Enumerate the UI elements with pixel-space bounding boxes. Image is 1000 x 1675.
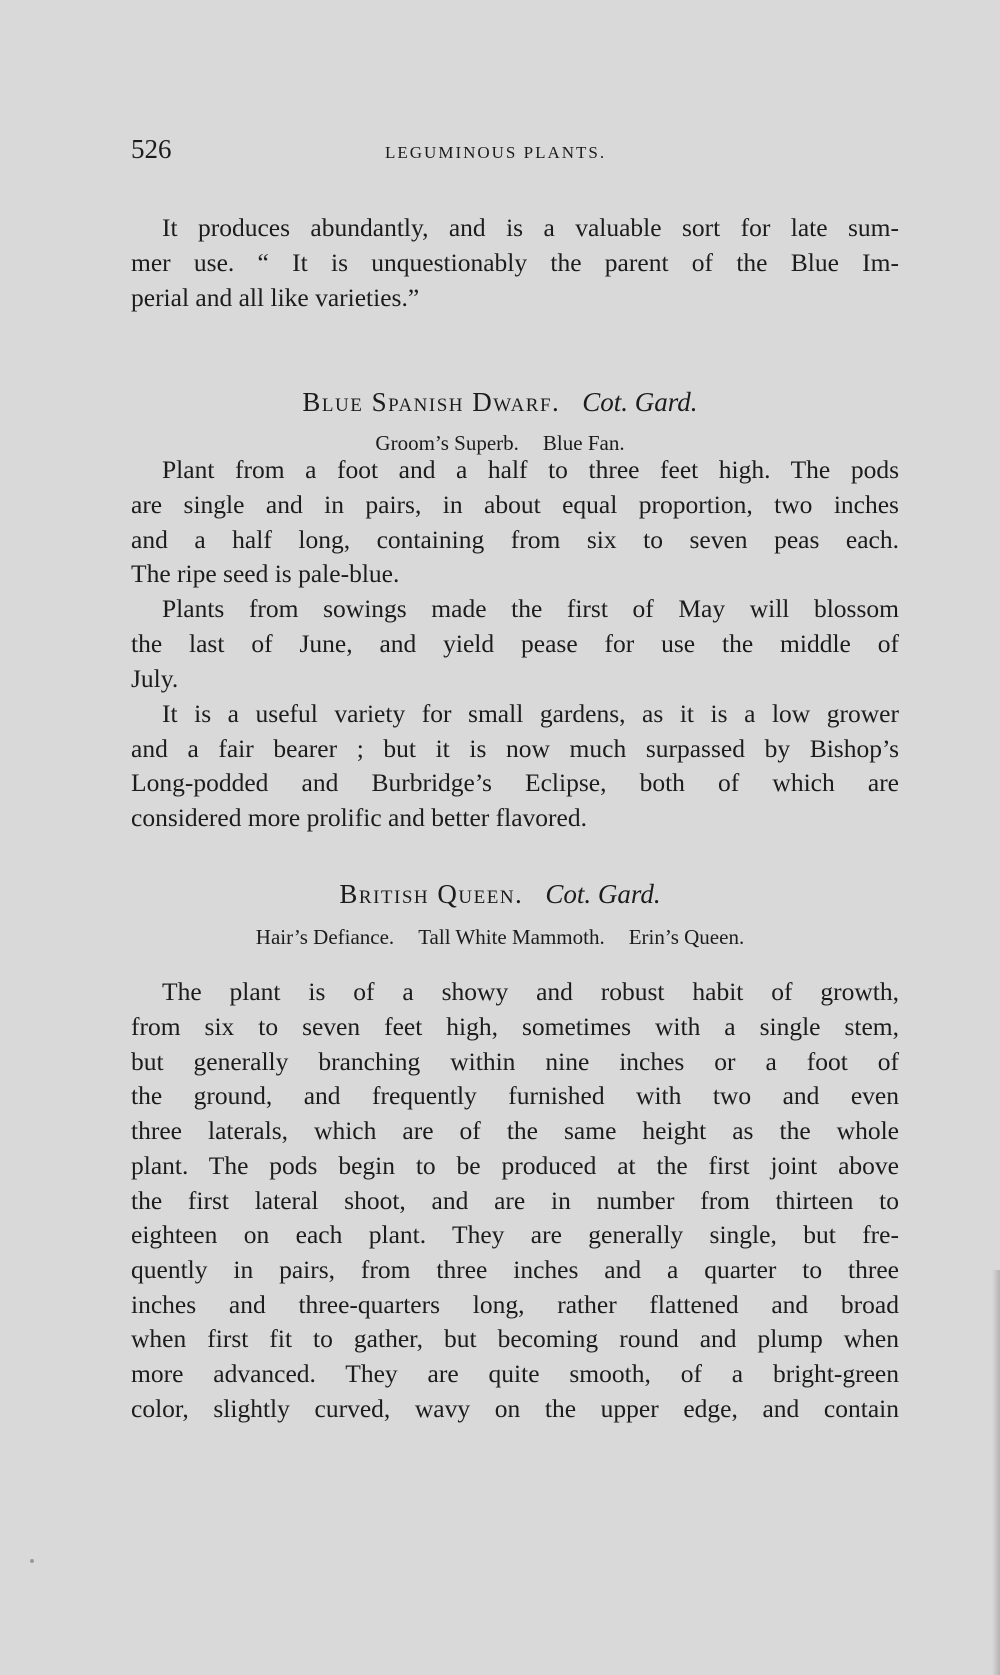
text-line: mer use. “ It is unquestionably the parent of the Blue Im- <box>131 248 899 277</box>
text-line: the ground, and frequently furnished with two and even <box>131 1081 899 1110</box>
authority: Cot. Gard. <box>582 387 698 417</box>
text-line: quently in pairs, from three inches and a quarter to three <box>131 1255 899 1284</box>
text-line: when first fit to gather, but becoming round and plump when <box>131 1324 899 1353</box>
synonym: Hair’s Defiance. <box>255 925 395 949</box>
scan-speck <box>30 1559 34 1563</box>
variety-name: Blue Spanish Dwarf. <box>302 387 561 417</box>
text-line: eighteen on each plant. They are generally single, but fre- <box>131 1220 899 1249</box>
synonym: Blue Fan. <box>542 431 625 455</box>
text-line: the last of June, and yield pease for use the middle of <box>131 629 899 658</box>
text-line: the first lateral shoot, and are in number from thirteen to <box>131 1186 899 1215</box>
text-line: Plants from sowings made the first of May will blossom <box>162 594 899 623</box>
text-line: more advanced. They are quite smooth, of a bright-green <box>131 1359 899 1388</box>
text-line: inches and three-quarters long, rather flattened and broad <box>131 1290 899 1319</box>
synonym: Tall White Mammoth. <box>418 925 605 949</box>
synonym: Erin’s Queen. <box>628 925 745 949</box>
text-line: three laterals, which are of the same height as the whole <box>131 1116 899 1145</box>
text-line: perial and all like varieties.” <box>131 283 420 312</box>
text-line: The plant is of a showy and robust habit of growth, <box>162 977 899 1006</box>
text-line: are single and in pairs, in about equal proportion, two inches <box>131 490 899 519</box>
page-edge-shadow <box>992 1270 1000 1675</box>
section-heading <box>0 386 1000 418</box>
authority: Cot. Gard. <box>545 879 661 909</box>
page-number: 526 <box>131 134 172 164</box>
variety-name: British Queen. <box>339 879 524 909</box>
text-line: color, slightly curved, wavy on the upper edge, and contain <box>131 1394 899 1423</box>
running-head: LEGUMINOUS PLANTS. <box>385 143 607 162</box>
text-line: July. <box>131 664 179 693</box>
synonym: Groom’s Superb. <box>375 431 519 455</box>
text-line: plant. The pods begin to be produced at the first joint above <box>131 1151 899 1180</box>
text-line: but generally branching within nine inches or a foot of <box>131 1047 899 1076</box>
section-heading <box>0 878 1000 910</box>
text-line: and a half long, containing from six to seven peas each. <box>131 525 899 554</box>
text-line: from six to seven feet high, sometimes with a single stem, <box>131 1012 899 1041</box>
text-line: It produces abundantly, and is a valuable sort for late sum- <box>162 213 899 242</box>
text-line: Long-podded and Burbridge’s Eclipse, both of which are <box>131 768 899 797</box>
text-line: It is a useful variety for small gardens, as it is a low grower <box>162 699 899 728</box>
synonyms <box>0 924 1000 950</box>
synonyms <box>0 430 1000 456</box>
text-line: considered more prolific and better flavored. <box>131 803 587 832</box>
text-line: and a fair bearer ; but it is now much surpassed by Bishop’s <box>131 734 899 763</box>
text-line: Plant from a foot and a half to three feet high. The pods <box>162 455 899 484</box>
text-line: The ripe seed is pale-blue. <box>131 559 400 588</box>
